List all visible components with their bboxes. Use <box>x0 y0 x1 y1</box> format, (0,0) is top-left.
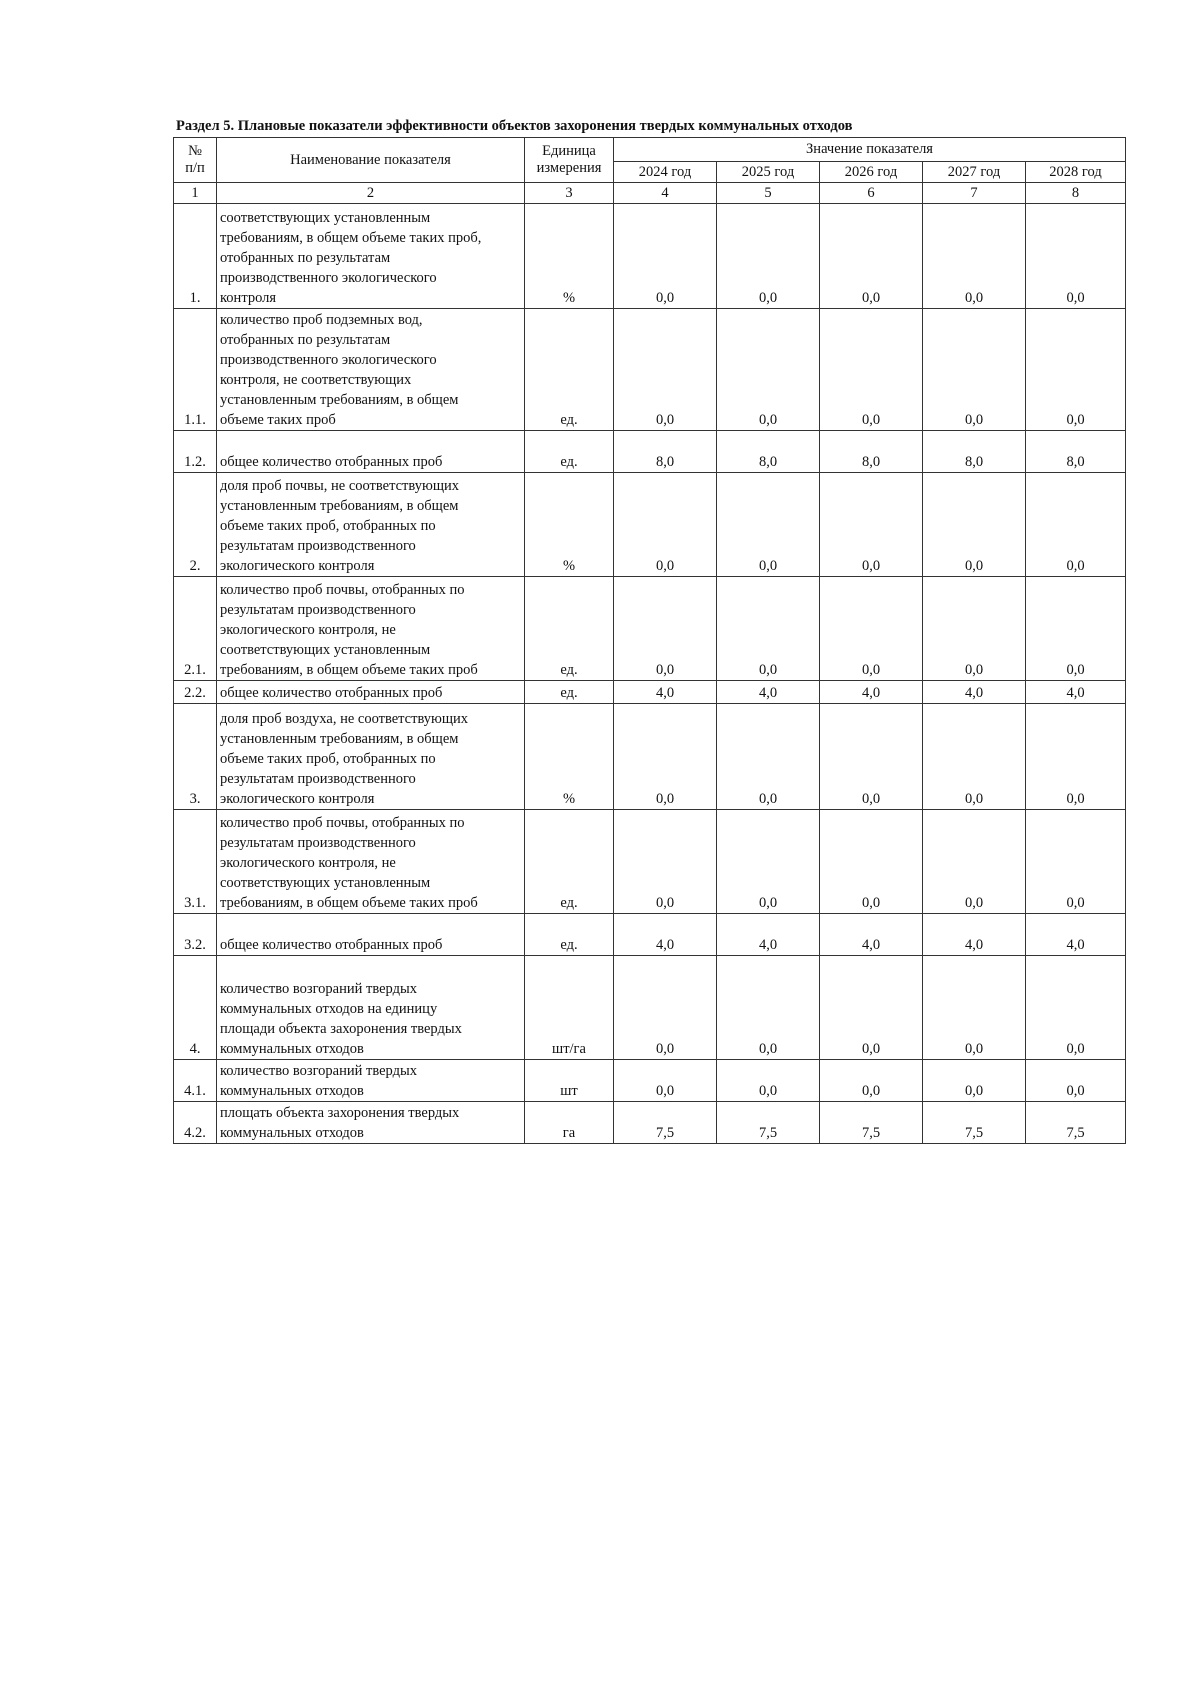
value-cell: 0,0 <box>923 309 1026 431</box>
value-cell: 0,0 <box>614 704 717 810</box>
unit-cell: ед. <box>525 914 614 956</box>
value-cell: 0,0 <box>820 473 923 577</box>
value-cell: 0,0 <box>614 956 717 1060</box>
indicator-name: общее количество отобранных проб <box>217 914 525 956</box>
value-cell: 0,0 <box>717 309 820 431</box>
value-cell: 0,0 <box>717 473 820 577</box>
row-number: 3.1. <box>174 810 217 914</box>
table-row <box>174 810 1126 914</box>
header-num: № п/п <box>174 138 217 183</box>
value-cell: 0,0 <box>1026 1060 1126 1102</box>
value-cell: 0,0 <box>614 204 717 309</box>
value-cell: 0,0 <box>923 704 1026 810</box>
value-cell: 4,0 <box>923 914 1026 956</box>
value-cell: 0,0 <box>614 577 717 681</box>
value-cell: 0,0 <box>717 577 820 681</box>
value-cell: 0,0 <box>820 704 923 810</box>
value-cell: 8,0 <box>1026 431 1126 473</box>
value-cell: 0,0 <box>1026 473 1126 577</box>
value-cell: 7,5 <box>820 1102 923 1144</box>
value-cell: 0,0 <box>717 810 820 914</box>
table-row <box>174 309 1126 431</box>
unit-cell: шт/га <box>525 956 614 1060</box>
indicator-name: количество возгораний твердых коммунальных отходов на единицу площади объекта захоронения твердых коммунальных отходов <box>217 956 525 1060</box>
value-cell: 0,0 <box>614 810 717 914</box>
indicator-name: количество проб подземных вод, отобранных по результатам производственного экологического контроля, не соответствующих установленным требованиям, в общем объеме таких проб <box>217 309 525 431</box>
value-cell: 0,0 <box>923 577 1026 681</box>
indicator-name: общее количество отобранных проб <box>217 681 525 704</box>
unit-cell: ед. <box>525 810 614 914</box>
table-row <box>174 1102 1126 1144</box>
table-row <box>174 204 1126 309</box>
table-row <box>174 1060 1126 1102</box>
table-row <box>174 577 1126 681</box>
value-cell: 0,0 <box>820 810 923 914</box>
value-cell: 0,0 <box>614 473 717 577</box>
value-cell: 4,0 <box>923 681 1026 704</box>
table-row <box>174 956 1126 1060</box>
table-body <box>174 204 1126 1144</box>
value-cell: 0,0 <box>820 577 923 681</box>
row-number: 4.2. <box>174 1102 217 1144</box>
value-cell: 0,0 <box>1026 810 1126 914</box>
value-cell: 4,0 <box>614 914 717 956</box>
value-cell: 8,0 <box>614 431 717 473</box>
column-index: 3 <box>525 183 614 204</box>
value-cell: 0,0 <box>717 204 820 309</box>
value-cell: 4,0 <box>614 681 717 704</box>
table-row <box>174 681 1126 704</box>
value-cell: 0,0 <box>1026 309 1126 431</box>
value-cell: 0,0 <box>923 204 1026 309</box>
value-cell: 0,0 <box>717 704 820 810</box>
row-number: 3. <box>174 704 217 810</box>
row-number: 2.1. <box>174 577 217 681</box>
value-cell: 0,0 <box>1026 204 1126 309</box>
unit-cell: га <box>525 1102 614 1144</box>
table-header <box>174 138 1126 204</box>
unit-cell: % <box>525 204 614 309</box>
row-number: 1. <box>174 204 217 309</box>
row-number: 2.2. <box>174 681 217 704</box>
value-cell: 7,5 <box>1026 1102 1126 1144</box>
value-cell: 7,5 <box>614 1102 717 1144</box>
row-number: 4. <box>174 956 217 1060</box>
header-name: Наименование показателя <box>217 138 525 183</box>
value-cell: 0,0 <box>923 473 1026 577</box>
indicator-name: количество проб почвы, отобранных по результатам производственного экологического контроля, не соответствующих установленным требованиям, в общем объеме таких проб <box>217 577 525 681</box>
value-cell: 7,5 <box>717 1102 820 1144</box>
table-row <box>174 431 1126 473</box>
unit-cell: ед. <box>525 681 614 704</box>
column-index: 7 <box>923 183 1026 204</box>
header-year: 2025 год <box>717 162 820 183</box>
value-cell: 0,0 <box>1026 704 1126 810</box>
value-cell: 0,0 <box>614 1060 717 1102</box>
value-cell: 4,0 <box>1026 914 1126 956</box>
unit-cell: ед. <box>525 309 614 431</box>
column-index: 6 <box>820 183 923 204</box>
indicator-name: площать объекта захоронения твердых коммунальных отходов <box>217 1102 525 1144</box>
value-cell: 0,0 <box>923 1060 1026 1102</box>
header-unit: Единица измерения <box>525 138 614 183</box>
header-year: 2027 год <box>923 162 1026 183</box>
row-number: 2. <box>174 473 217 577</box>
unit-cell: ед. <box>525 577 614 681</box>
indicator-name: доля проб воздуха, не соответствующих установленным требованиям, в общем объеме таких проб, отобранных по результатам производственного экологического контроля <box>217 704 525 810</box>
value-cell: 0,0 <box>614 309 717 431</box>
unit-cell: шт <box>525 1060 614 1102</box>
unit-cell: % <box>525 704 614 810</box>
value-cell: 4,0 <box>820 681 923 704</box>
column-index: 8 <box>1026 183 1126 204</box>
header-year: 2026 год <box>820 162 923 183</box>
column-index: 4 <box>614 183 717 204</box>
value-cell: 4,0 <box>820 914 923 956</box>
value-cell: 8,0 <box>923 431 1026 473</box>
value-cell: 4,0 <box>1026 681 1126 704</box>
column-index: 2 <box>217 183 525 204</box>
header-year: 2024 год <box>614 162 717 183</box>
indicator-name: общее количество отобранных проб <box>217 431 525 473</box>
value-cell: 8,0 <box>820 431 923 473</box>
value-cell: 0,0 <box>820 956 923 1060</box>
table-row <box>174 473 1126 577</box>
column-index-row <box>174 183 1126 204</box>
header-value-group: Значение показателя <box>614 138 1126 162</box>
value-cell: 0,0 <box>820 1060 923 1102</box>
indicator-name: количество проб почвы, отобранных по результатам производственного экологического контроля, не соответствующих установленным требованиям, в общем объеме таких проб <box>217 810 525 914</box>
column-index: 5 <box>717 183 820 204</box>
value-cell: 8,0 <box>717 431 820 473</box>
header-year: 2028 год <box>1026 162 1126 183</box>
value-cell: 0,0 <box>923 956 1026 1060</box>
row-number: 1.2. <box>174 431 217 473</box>
value-cell: 0,0 <box>1026 577 1126 681</box>
column-index: 1 <box>174 183 217 204</box>
unit-cell: % <box>525 473 614 577</box>
value-cell: 0,0 <box>717 1060 820 1102</box>
section-title: Раздел 5. Плановые показатели эффективности объектов захоронения твердых коммунальных отходов <box>176 118 853 134</box>
value-cell: 0,0 <box>1026 956 1126 1060</box>
indicator-name: количество возгораний твердых коммунальных отходов <box>217 1060 525 1102</box>
indicators-table <box>173 137 1126 1144</box>
value-cell: 0,0 <box>820 309 923 431</box>
table-row <box>174 914 1126 956</box>
value-cell: 7,5 <box>923 1102 1026 1144</box>
value-cell: 4,0 <box>717 914 820 956</box>
indicator-name: доля проб почвы, не соответствующих установленным требованиям, в общем объеме таких проб, отобранных по результатам производственного экологического контроля <box>217 473 525 577</box>
value-cell: 0,0 <box>820 204 923 309</box>
value-cell: 0,0 <box>923 810 1026 914</box>
row-number: 4.1. <box>174 1060 217 1102</box>
row-number: 3.2. <box>174 914 217 956</box>
unit-cell: ед. <box>525 431 614 473</box>
row-number: 1.1. <box>174 309 217 431</box>
indicator-name: соответствующих установленным требованиям, в общем объеме таких проб, отобранных по результатам производственного экологического контроля <box>217 204 525 309</box>
value-cell: 0,0 <box>717 956 820 1060</box>
table-row <box>174 704 1126 810</box>
value-cell: 4,0 <box>717 681 820 704</box>
